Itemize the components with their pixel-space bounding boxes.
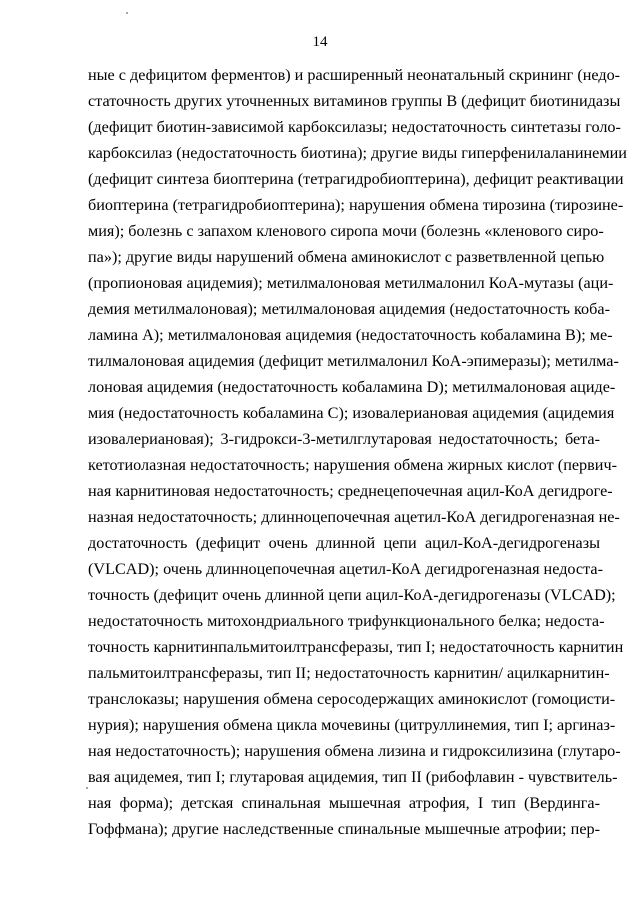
body-paragraph bbox=[88, 62, 627, 842]
text-line: точность карнитинпальмитоилтрансферазы, тип I; недостаточность карнитин bbox=[88, 638, 624, 656]
text-line: кетотиолазная недостаточность; нарушения обмена жирных кислот (первич- bbox=[88, 456, 617, 474]
text-line: недостаточность митохондриального трифункционального белка; недоста- bbox=[88, 612, 605, 630]
text-line: вая ацидемея, тип I; глутаровая ацидемия, тип II (рибофлавин - чувствитель- bbox=[88, 768, 618, 786]
text-line: (дефицит биотин-зависимой карбоксилазы; недостаточность синтетазы голо- bbox=[88, 118, 621, 136]
text-line: ные с дефицитом ферментов) и расширенный неонатальный скрининг (недо- bbox=[88, 66, 621, 84]
text-line: Гоффмана); другие наследственные спинальные мышечные атрофии; пер- bbox=[88, 820, 600, 838]
text-line: транслоказы; нарушения обмена серосодержащих аминокислот (гомоцисти- bbox=[88, 690, 616, 708]
text-line: ламина А); метилмалоновая ацидемия (недостаточность кобаламина В); ме- bbox=[88, 326, 613, 344]
text-line: (дефицит синтеза биоптерина (тетрагидробиоптерина), дефицит реактивации bbox=[88, 170, 624, 188]
text-line: точность (дефицит очень длинной цепи ацил-КоА-дегидрогеназы (VLCAD); bbox=[88, 586, 616, 604]
scan-speck bbox=[126, 12, 128, 14]
text-line: статочность других уточненных витаминов группы B (дефицит биотинидазы bbox=[88, 92, 621, 110]
text-line: (пропионовая ацидемия); метилмалоновая метилмалонил КоА-мутазы (аци- bbox=[88, 274, 614, 292]
text-line: демия метилмалоновая); метилмалоновая ацидемия (недостаточность коба- bbox=[88, 300, 610, 318]
page-number: 14 bbox=[312, 34, 328, 50]
text-line: па»); другие виды нарушений обмена аминокислот с разветвленной цепью bbox=[88, 248, 605, 266]
text-line: назная недостаточность; длинноцепочечная ацетил-КоА дегидрогеназная не- bbox=[88, 508, 620, 526]
text-line: (VLCAD); очень длинноцепочечная ацетил-КоА дегидрогеназная недоста- bbox=[88, 560, 603, 578]
text-line: мия (недостаточность кобаламина С); изовалериановая ацидемия (ацидемия bbox=[88, 404, 615, 422]
text-line: ная карнитиновая недостаточность; среднецепочечная ацил-КоА дегидроге- bbox=[88, 482, 613, 500]
text-line: биоптерина (тетрагидробиоптерина); нарушения обмена тирозина (тирозине- bbox=[88, 196, 624, 214]
text-line: лоновая ацидемия (недостаточность кобаламина D); метилмалоновая ациде- bbox=[88, 378, 616, 396]
text-line: изовалериановая); 3-гидрокси-3-метилглутаровая недостаточность; бета- bbox=[88, 430, 600, 448]
text-line: нурия); нарушения обмена цикла мочевины (цитруллинемия, тип I; аргиназ- bbox=[88, 716, 616, 734]
text-line: мия); болезнь с запахом кленового сиропа мочи (болезнь «кленового сиро- bbox=[88, 222, 604, 240]
text-line: карбоксилаз (недостаточность биотина); другие виды гиперфенилаланинемии bbox=[88, 144, 627, 162]
text-line: достаточность (дефицит очень длинной цепи ацил-КоА-дегидрогеназы bbox=[88, 534, 600, 552]
text-line: ная недостаточность); нарушения обмена лизина и гидроксилизина (глутаро- bbox=[88, 742, 621, 760]
text-line: пальмитоилтрансферазы, тип II; недостаточность карнитин/ ацилкарнитин- bbox=[88, 664, 610, 682]
text-line: ная форма); детская спинальная мышечная атрофия, I тип (Вердинга- bbox=[88, 794, 600, 812]
text-line: тилмалоновая ацидемия (дефицит метилмалонил КоА-эпимеразы); метилма- bbox=[88, 352, 619, 370]
